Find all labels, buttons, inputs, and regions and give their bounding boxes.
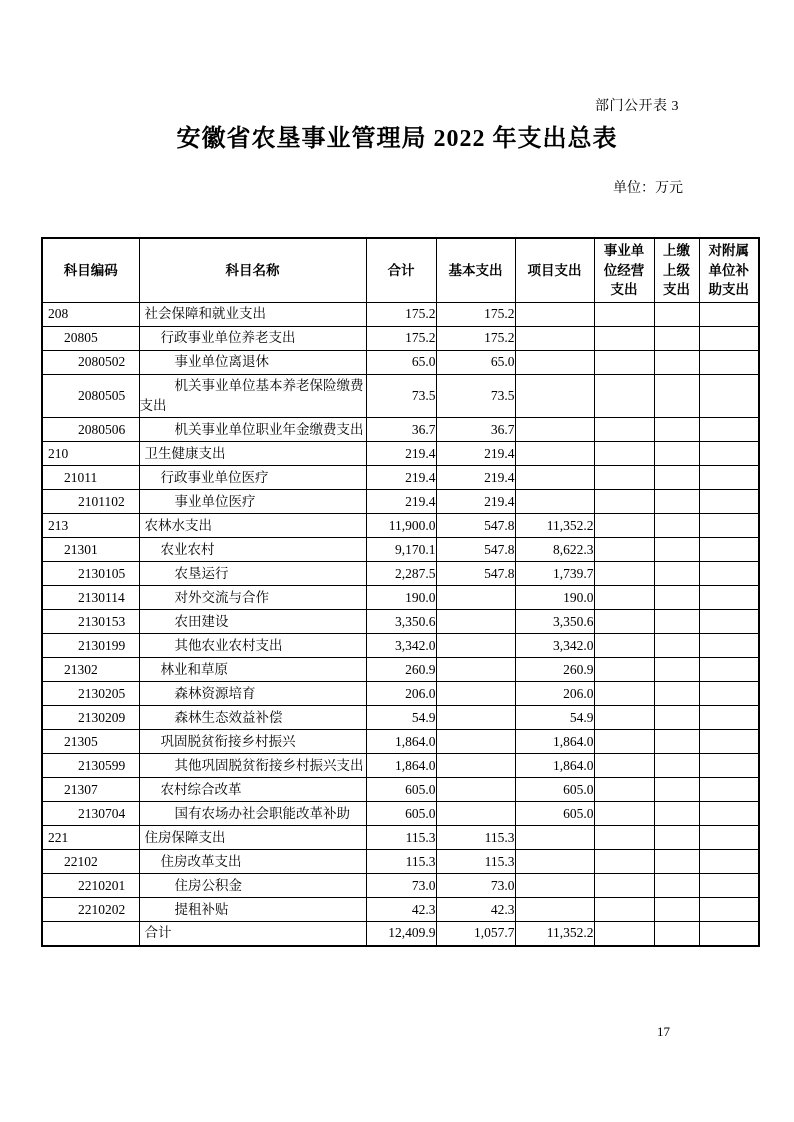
project-cell <box>515 874 594 898</box>
table-row <box>42 442 759 466</box>
subsidy-cell <box>699 826 759 850</box>
upper-cell <box>654 850 699 874</box>
basic-cell <box>436 802 515 826</box>
column-header-project: 项目支出 <box>515 238 594 302</box>
basic-cell <box>436 706 515 730</box>
subsidy-cell <box>699 326 759 350</box>
upper-cell <box>654 658 699 682</box>
subsidy-cell <box>699 658 759 682</box>
code-cell: 2130105 <box>42 562 139 586</box>
column-header-subsidy: 对附属单位补助支出 <box>699 238 759 302</box>
name-cell: 农村综合改革 <box>139 778 366 802</box>
table-row <box>42 802 759 826</box>
total-cell: 206.0 <box>366 682 436 706</box>
operating-cell <box>594 326 654 350</box>
subsidy-cell <box>699 634 759 658</box>
upper-cell <box>654 826 699 850</box>
page-number: 17 <box>657 1024 670 1039</box>
basic-cell: 219.4 <box>436 466 515 490</box>
code-cell: 2130153 <box>42 610 139 634</box>
basic-cell <box>436 682 515 706</box>
operating-cell <box>594 350 654 374</box>
basic-cell <box>436 610 515 634</box>
table-row <box>42 682 759 706</box>
project-cell: 11,352.2 <box>515 514 594 538</box>
code-cell <box>42 922 139 946</box>
table-row <box>42 754 759 778</box>
project-cell <box>515 326 594 350</box>
basic-cell <box>436 658 515 682</box>
header-row <box>42 238 759 302</box>
basic-cell: 73.0 <box>436 874 515 898</box>
basic-cell: 36.7 <box>436 418 515 442</box>
code-cell: 21011 <box>42 466 139 490</box>
basic-cell: 547.8 <box>436 562 515 586</box>
project-cell <box>515 466 594 490</box>
total-cell: 175.2 <box>366 326 436 350</box>
total-cell: 73.0 <box>366 874 436 898</box>
total-cell: 36.7 <box>366 418 436 442</box>
name-cell: 住房改革支出 <box>139 850 366 874</box>
table-row <box>42 418 759 442</box>
basic-cell <box>436 754 515 778</box>
project-cell: 1,864.0 <box>515 754 594 778</box>
upper-cell <box>654 326 699 350</box>
name-cell: 林业和草原 <box>139 658 366 682</box>
doc-label: 部门公开表 3 <box>595 99 679 114</box>
total-cell: 12,409.9 <box>366 922 436 946</box>
name-cell: 其他巩固脱贫衔接乡村振兴支出 <box>139 754 366 778</box>
name-cell: 森林生态效益补偿 <box>139 706 366 730</box>
code-cell: 221 <box>42 826 139 850</box>
basic-cell: 175.2 <box>436 302 515 326</box>
basic-cell: 65.0 <box>436 350 515 374</box>
table-row <box>42 374 759 418</box>
upper-cell <box>654 374 699 418</box>
basic-cell: 1,057.7 <box>436 922 515 946</box>
name-cell: 机关事业单位基本养老保险缴费支出 <box>139 374 366 418</box>
code-cell: 2210201 <box>42 874 139 898</box>
table-row <box>42 778 759 802</box>
upper-cell <box>654 302 699 326</box>
project-cell: 605.0 <box>515 778 594 802</box>
subsidy-cell <box>699 922 759 946</box>
basic-cell: 219.4 <box>436 442 515 466</box>
subsidy-cell <box>699 802 759 826</box>
operating-cell <box>594 730 654 754</box>
name-cell: 农林水支出 <box>139 514 366 538</box>
table-row <box>42 850 759 874</box>
total-cell: 219.4 <box>366 466 436 490</box>
name-cell: 社会保障和就业支出 <box>139 302 366 326</box>
code-cell: 208 <box>42 302 139 326</box>
upper-cell <box>654 874 699 898</box>
table-header <box>42 238 759 302</box>
name-cell: 行政事业单位医疗 <box>139 466 366 490</box>
operating-cell <box>594 658 654 682</box>
basic-cell: 547.8 <box>436 538 515 562</box>
code-cell: 2130205 <box>42 682 139 706</box>
subsidy-cell <box>699 706 759 730</box>
total-cell: 219.4 <box>366 490 436 514</box>
table-row <box>42 658 759 682</box>
total-cell: 1,864.0 <box>366 754 436 778</box>
name-cell: 机关事业单位职业年金缴费支出 <box>139 418 366 442</box>
project-cell: 260.9 <box>515 658 594 682</box>
column-header-total: 合计 <box>366 238 436 302</box>
code-cell: 2210202 <box>42 898 139 922</box>
total-cell: 605.0 <box>366 802 436 826</box>
operating-cell <box>594 826 654 850</box>
name-cell: 住房保障支出 <box>139 826 366 850</box>
code-cell: 2130114 <box>42 586 139 610</box>
table-row <box>42 490 759 514</box>
total-cell: 605.0 <box>366 778 436 802</box>
page-title: 安徽省农垦事业管理局 2022 年支出总表 <box>176 126 618 152</box>
project-cell <box>515 490 594 514</box>
expenditure-summary-table <box>41 237 760 947</box>
subsidy-cell <box>699 682 759 706</box>
upper-cell <box>654 610 699 634</box>
name-cell: 卫生健康支出 <box>139 442 366 466</box>
basic-cell: 115.3 <box>436 826 515 850</box>
project-cell <box>515 898 594 922</box>
table-row <box>42 350 759 374</box>
operating-cell <box>594 898 654 922</box>
table-row <box>42 514 759 538</box>
subsidy-cell <box>699 302 759 326</box>
subsidy-cell <box>699 466 759 490</box>
operating-cell <box>594 466 654 490</box>
code-cell: 2130209 <box>42 706 139 730</box>
total-cell: 73.5 <box>366 374 436 418</box>
operating-cell <box>594 706 654 730</box>
name-cell: 国有农场办社会职能改革补助 <box>139 802 366 826</box>
project-cell: 3,342.0 <box>515 634 594 658</box>
upper-cell <box>654 466 699 490</box>
total-cell: 9,170.1 <box>366 538 436 562</box>
operating-cell <box>594 754 654 778</box>
name-cell: 农垦运行 <box>139 562 366 586</box>
operating-cell <box>594 682 654 706</box>
upper-cell <box>654 490 699 514</box>
total-cell: 11,900.0 <box>366 514 436 538</box>
name-cell: 合计 <box>139 922 366 946</box>
code-cell: 21301 <box>42 538 139 562</box>
project-cell <box>515 350 594 374</box>
operating-cell <box>594 538 654 562</box>
name-cell: 事业单位离退休 <box>139 350 366 374</box>
upper-cell <box>654 442 699 466</box>
subsidy-cell <box>699 754 759 778</box>
upper-cell <box>654 418 699 442</box>
subsidy-cell <box>699 514 759 538</box>
table-row <box>42 898 759 922</box>
project-cell <box>515 374 594 418</box>
total-cell: 175.2 <box>366 302 436 326</box>
code-cell: 2080506 <box>42 418 139 442</box>
project-cell <box>515 302 594 326</box>
project-cell: 8,622.3 <box>515 538 594 562</box>
operating-cell <box>594 442 654 466</box>
code-cell: 2080502 <box>42 350 139 374</box>
total-cell: 1,864.0 <box>366 730 436 754</box>
upper-cell <box>654 682 699 706</box>
name-cell: 提租补贴 <box>139 898 366 922</box>
operating-cell <box>594 802 654 826</box>
code-cell: 21305 <box>42 730 139 754</box>
total-cell: 54.9 <box>366 706 436 730</box>
code-cell: 2130599 <box>42 754 139 778</box>
operating-cell <box>594 562 654 586</box>
project-cell: 1,739.7 <box>515 562 594 586</box>
operating-cell <box>594 490 654 514</box>
project-cell <box>515 418 594 442</box>
upper-cell <box>654 514 699 538</box>
total-cell: 115.3 <box>366 850 436 874</box>
project-cell: 190.0 <box>515 586 594 610</box>
upper-cell <box>654 802 699 826</box>
operating-cell <box>594 418 654 442</box>
name-cell: 农业农村 <box>139 538 366 562</box>
name-cell: 其他农业农村支出 <box>139 634 366 658</box>
project-cell: 54.9 <box>515 706 594 730</box>
table-row <box>42 302 759 326</box>
upper-cell <box>654 754 699 778</box>
table-row <box>42 706 759 730</box>
subsidy-cell <box>699 562 759 586</box>
operating-cell <box>594 778 654 802</box>
subsidy-cell <box>699 490 759 514</box>
table-row <box>42 730 759 754</box>
total-cell: 2,287.5 <box>366 562 436 586</box>
operating-cell <box>594 302 654 326</box>
total-cell: 190.0 <box>366 586 436 610</box>
operating-cell <box>594 610 654 634</box>
project-cell: 3,350.6 <box>515 610 594 634</box>
name-cell: 对外交流与合作 <box>139 586 366 610</box>
upper-cell <box>654 586 699 610</box>
column-header-name: 科目名称 <box>139 238 366 302</box>
subsidy-cell <box>699 586 759 610</box>
table-row <box>42 562 759 586</box>
subsidy-cell <box>699 874 759 898</box>
code-cell: 20805 <box>42 326 139 350</box>
basic-cell: 547.8 <box>436 514 515 538</box>
upper-cell <box>654 350 699 374</box>
code-cell: 213 <box>42 514 139 538</box>
name-cell: 住房公积金 <box>139 874 366 898</box>
code-cell: 22102 <box>42 850 139 874</box>
unit-label: 单位：万元 <box>613 181 683 196</box>
operating-cell <box>594 514 654 538</box>
project-cell: 11,352.2 <box>515 922 594 946</box>
subsidy-cell <box>699 442 759 466</box>
code-cell: 210 <box>42 442 139 466</box>
subsidy-cell <box>699 418 759 442</box>
code-cell: 2080505 <box>42 374 139 418</box>
table-row <box>42 326 759 350</box>
operating-cell <box>594 874 654 898</box>
total-cell: 65.0 <box>366 350 436 374</box>
subsidy-cell <box>699 850 759 874</box>
project-cell: 605.0 <box>515 802 594 826</box>
basic-cell <box>436 634 515 658</box>
project-cell: 206.0 <box>515 682 594 706</box>
table-row <box>42 586 759 610</box>
code-cell: 2101102 <box>42 490 139 514</box>
project-cell <box>515 826 594 850</box>
subsidy-cell <box>699 730 759 754</box>
column-header-operating: 事业单位经营支出 <box>594 238 654 302</box>
upper-cell <box>654 778 699 802</box>
operating-cell <box>594 374 654 418</box>
basic-cell: 219.4 <box>436 490 515 514</box>
column-header-upper: 上缴上级支出 <box>654 238 699 302</box>
subsidy-cell <box>699 374 759 418</box>
column-header-basic: 基本支出 <box>436 238 515 302</box>
subsidy-cell <box>699 610 759 634</box>
subsidy-cell <box>699 350 759 374</box>
name-cell: 事业单位医疗 <box>139 490 366 514</box>
total-cell: 260.9 <box>366 658 436 682</box>
total-row <box>42 922 759 946</box>
basic-cell: 115.3 <box>436 850 515 874</box>
total-cell: 219.4 <box>366 442 436 466</box>
column-header-code: 科目编码 <box>42 238 139 302</box>
operating-cell <box>594 922 654 946</box>
name-cell: 农田建设 <box>139 610 366 634</box>
subsidy-cell <box>699 778 759 802</box>
total-cell: 3,350.6 <box>366 610 436 634</box>
name-cell: 森林资源培育 <box>139 682 366 706</box>
basic-cell: 175.2 <box>436 326 515 350</box>
subsidy-cell <box>699 538 759 562</box>
table-row <box>42 610 759 634</box>
table-row <box>42 466 759 490</box>
operating-cell <box>594 586 654 610</box>
table-row <box>42 874 759 898</box>
table-row <box>42 538 759 562</box>
upper-cell <box>654 898 699 922</box>
basic-cell: 42.3 <box>436 898 515 922</box>
code-cell: 2130199 <box>42 634 139 658</box>
table-row <box>42 634 759 658</box>
basic-cell <box>436 730 515 754</box>
total-cell: 42.3 <box>366 898 436 922</box>
code-cell: 2130704 <box>42 802 139 826</box>
upper-cell <box>654 706 699 730</box>
operating-cell <box>594 634 654 658</box>
upper-cell <box>654 730 699 754</box>
project-cell <box>515 442 594 466</box>
table-row <box>42 826 759 850</box>
upper-cell <box>654 538 699 562</box>
upper-cell <box>654 634 699 658</box>
total-cell: 3,342.0 <box>366 634 436 658</box>
project-cell <box>515 850 594 874</box>
name-cell: 行政事业单位养老支出 <box>139 326 366 350</box>
code-cell: 21307 <box>42 778 139 802</box>
upper-cell <box>654 922 699 946</box>
table-body <box>42 302 759 946</box>
subsidy-cell <box>699 898 759 922</box>
code-cell: 21302 <box>42 658 139 682</box>
project-cell: 1,864.0 <box>515 730 594 754</box>
basic-cell: 73.5 <box>436 374 515 418</box>
upper-cell <box>654 562 699 586</box>
operating-cell <box>594 850 654 874</box>
basic-cell <box>436 586 515 610</box>
basic-cell <box>436 778 515 802</box>
name-cell: 巩固脱贫衔接乡村振兴 <box>139 730 366 754</box>
total-cell: 115.3 <box>366 826 436 850</box>
